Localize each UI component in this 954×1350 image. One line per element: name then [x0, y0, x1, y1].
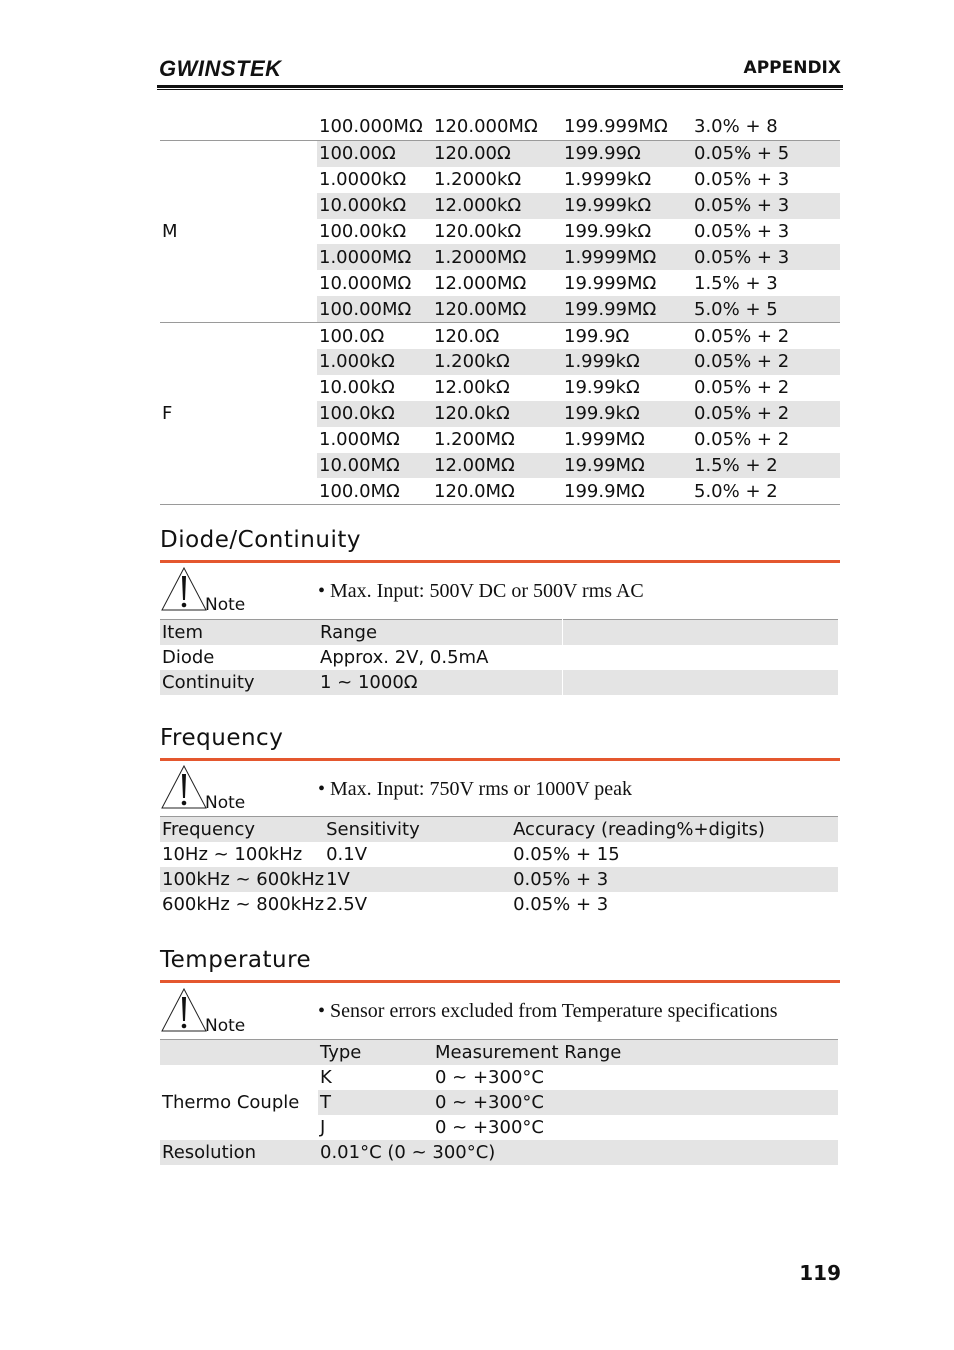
group-label — [160, 323, 317, 349]
cell-full: 12.00MΩ — [432, 453, 562, 479]
col-header: Item — [160, 620, 318, 646]
table-cell: 0.1V — [326, 844, 368, 865]
cell-max: 19.99MΩ — [562, 453, 692, 479]
table-cell: 0.05% + 3 — [513, 894, 609, 915]
note-block — [160, 987, 208, 1037]
cell-full: 12.00kΩ — [434, 377, 510, 399]
cell-acc: 5.0% + 2 — [692, 478, 840, 504]
cell-max: 19.999kΩ — [562, 193, 692, 219]
cell-range: 100.000MΩ — [319, 116, 423, 138]
group-label — [160, 193, 317, 219]
note-text-value: Max. Input: 500V DC or 500V rms AC — [330, 580, 644, 602]
row-label: Resolution — [160, 1140, 318, 1165]
cell-range: 100.00kΩ — [319, 221, 407, 242]
cell-full: 12.000kΩ — [432, 193, 562, 219]
frequency-table — [160, 816, 838, 917]
section-rule — [160, 758, 840, 761]
cell-range: 1.000MΩ — [319, 429, 400, 451]
table-cell: 0 ~ +300°C — [435, 1117, 544, 1138]
note-label: Note — [205, 595, 246, 615]
cell-max: 199.9MΩ — [562, 478, 692, 504]
note-text-value: Max. Input: 750V rms or 1000V peak — [330, 778, 633, 800]
cell-range: 1.0000MΩ — [317, 244, 432, 270]
cell-full: 1.200MΩ — [434, 429, 515, 451]
group-label: M — [162, 221, 178, 242]
table-row — [160, 167, 840, 193]
table-row — [160, 244, 840, 270]
header-rule-thin — [157, 89, 843, 90]
note-text-value: Sensor errors excluded from Temperature specifications — [330, 1000, 778, 1022]
table-cell: 0 ~ +300°C — [433, 1090, 838, 1115]
table-row — [160, 375, 840, 401]
cell-full: 120.000MΩ — [434, 116, 538, 138]
section-label: APPENDIX — [743, 58, 841, 78]
table-row — [160, 323, 840, 349]
warning-triangle-icon — [160, 764, 208, 810]
group-label — [160, 453, 317, 479]
note-text: • Max. Input: 750V rms or 1000V peak — [318, 778, 633, 800]
warning-triangle-icon — [160, 987, 208, 1033]
cell-acc: 0.05% + 3 — [694, 221, 790, 242]
table-cell: 1 ~ 1000Ω — [318, 670, 562, 695]
table-cell: Diode — [162, 647, 215, 668]
cell-acc: 0.05% + 2 — [692, 323, 840, 349]
group-label — [160, 167, 317, 193]
cell-full: 1.2000kΩ — [434, 169, 522, 191]
brand-logo: GWINSTEK — [159, 56, 282, 81]
table-cell: 10Hz ~ 100kHz — [162, 844, 303, 865]
table-cell: 2.5V — [326, 894, 368, 915]
col-header: Measurement Range — [433, 1040, 838, 1066]
cell-full: 120.00Ω — [432, 140, 562, 166]
note-block — [160, 764, 208, 814]
col-header: Accuracy (reading%+digits) — [511, 817, 838, 843]
cell-acc: 3.0% + 8 — [694, 116, 778, 138]
temperature-table — [160, 1039, 838, 1165]
col-header: Frequency — [160, 817, 324, 843]
group-label — [160, 478, 317, 504]
section-rule — [160, 560, 840, 563]
table-row — [160, 193, 840, 219]
cell-range: 1.000kΩ — [317, 349, 432, 375]
warning-triangle-icon — [160, 566, 208, 612]
cell-max: 199.9kΩ — [562, 401, 692, 427]
table-cell: 0.05% + 15 — [513, 844, 620, 865]
cell-max: 1.999kΩ — [562, 349, 692, 375]
note-text: • Max. Input: 500V DC or 500V rms AC — [318, 580, 644, 602]
cell-full: 12.000MΩ — [434, 272, 527, 294]
cell-full: 120.0kΩ — [432, 401, 562, 427]
group-label: F — [162, 403, 173, 425]
cell-full: 120.0Ω — [432, 323, 562, 349]
cell-max: 1.999MΩ — [564, 429, 645, 451]
table-cell: 1V — [324, 867, 511, 892]
cell-max: 199.999MΩ — [564, 116, 668, 138]
section-title-temperature: Temperature — [160, 947, 312, 973]
cell-full: 1.2000MΩ — [432, 244, 562, 270]
section-title-frequency: Frequency — [160, 725, 284, 751]
group-label — [160, 349, 317, 375]
cell-acc: 0.05% + 2 — [692, 401, 840, 427]
table-cell: 600kHz ~ 800kHz — [162, 894, 325, 915]
table-row — [160, 140, 840, 166]
cell-acc: 5.0% + 5 — [692, 296, 840, 322]
cell-acc: 0.05% + 2 — [692, 349, 840, 375]
table-row — [160, 270, 840, 296]
table-cell: 0.05% + 3 — [511, 867, 838, 892]
cell-acc: 0.05% + 3 — [692, 193, 840, 219]
cell-max: 199.99kΩ — [564, 221, 652, 242]
cell-range: 100.0kΩ — [317, 401, 432, 427]
table-row — [160, 349, 840, 375]
group-label — [160, 244, 317, 270]
cell-acc: 1.5% + 2 — [692, 453, 840, 479]
cell-range: 1.0000kΩ — [319, 169, 407, 191]
page-number: 119 — [799, 1261, 841, 1285]
cell-acc: 0.05% + 2 — [694, 429, 790, 451]
table-cell: 100kHz ~ 600kHz — [162, 869, 325, 890]
cell-range: 100.00MΩ — [317, 296, 432, 322]
table-row — [160, 219, 840, 245]
cell-max: 199.99Ω — [562, 140, 692, 166]
table-cell: 0.01°C (0 ~ 300°C) — [318, 1140, 838, 1165]
cell-full: 120.0MΩ — [432, 478, 562, 504]
table-cell: Approx. 2V, 0.5mA — [320, 647, 489, 668]
cell-full: 120.00MΩ — [432, 296, 562, 322]
group-label — [160, 427, 317, 453]
cell-range: 10.00kΩ — [319, 377, 395, 399]
cell-range: 10.00MΩ — [317, 453, 432, 479]
table-cell: T — [318, 1090, 433, 1115]
note-label: Note — [205, 1016, 246, 1036]
diode-table — [160, 619, 838, 695]
col-header: Type — [318, 1040, 433, 1066]
group-label — [160, 375, 317, 401]
table-cell: Continuity — [160, 670, 318, 695]
cell-range: 100.0MΩ — [317, 478, 432, 504]
cell-full: 120.00kΩ — [434, 221, 522, 242]
resistance-spec-table — [160, 114, 840, 505]
note-label: Note — [205, 793, 246, 813]
cell-acc: 0.05% + 3 — [694, 169, 790, 191]
cell-max: 1.9999MΩ — [562, 244, 692, 270]
section-title-diode: Diode/Continuity — [160, 527, 361, 553]
header-rule — [157, 85, 843, 88]
cell-acc: 1.5% + 3 — [694, 272, 778, 294]
cell-acc: 0.05% + 2 — [694, 377, 790, 399]
cell-max: 199.99MΩ — [562, 296, 692, 322]
table-row — [160, 401, 840, 427]
table-cell: 0 ~ +300°C — [435, 1067, 544, 1088]
table-row — [160, 114, 840, 140]
table-row — [160, 427, 840, 453]
col-header: Range — [318, 620, 562, 646]
note-text: • Sensor errors excluded from Temperature specifications — [318, 1000, 778, 1022]
cell-range: 10.000kΩ — [317, 193, 432, 219]
cell-range: 100.0Ω — [317, 323, 432, 349]
cell-range: 10.000MΩ — [319, 272, 412, 294]
table-cell: J — [320, 1117, 326, 1138]
section-rule — [160, 980, 840, 983]
cell-max: 19.99kΩ — [564, 377, 640, 399]
cell-acc: 0.05% + 5 — [692, 140, 840, 166]
note-block — [160, 566, 208, 616]
cell-max: 1.9999kΩ — [564, 169, 652, 191]
group-label — [160, 296, 317, 322]
cell-max: 19.999MΩ — [564, 272, 657, 294]
row-label: Thermo Couple — [160, 1065, 318, 1140]
cell-max: 199.9Ω — [562, 323, 692, 349]
group-label — [160, 140, 317, 166]
table-row — [160, 453, 840, 479]
group-label — [160, 114, 317, 140]
table-cell: K — [320, 1067, 332, 1088]
table-row — [160, 478, 840, 504]
table-row — [160, 296, 840, 322]
group-label — [160, 270, 317, 296]
cell-acc: 0.05% + 3 — [692, 244, 840, 270]
col-header: Sensitivity — [324, 817, 511, 843]
cell-full: 1.200kΩ — [432, 349, 562, 375]
cell-range: 100.00Ω — [317, 140, 432, 166]
